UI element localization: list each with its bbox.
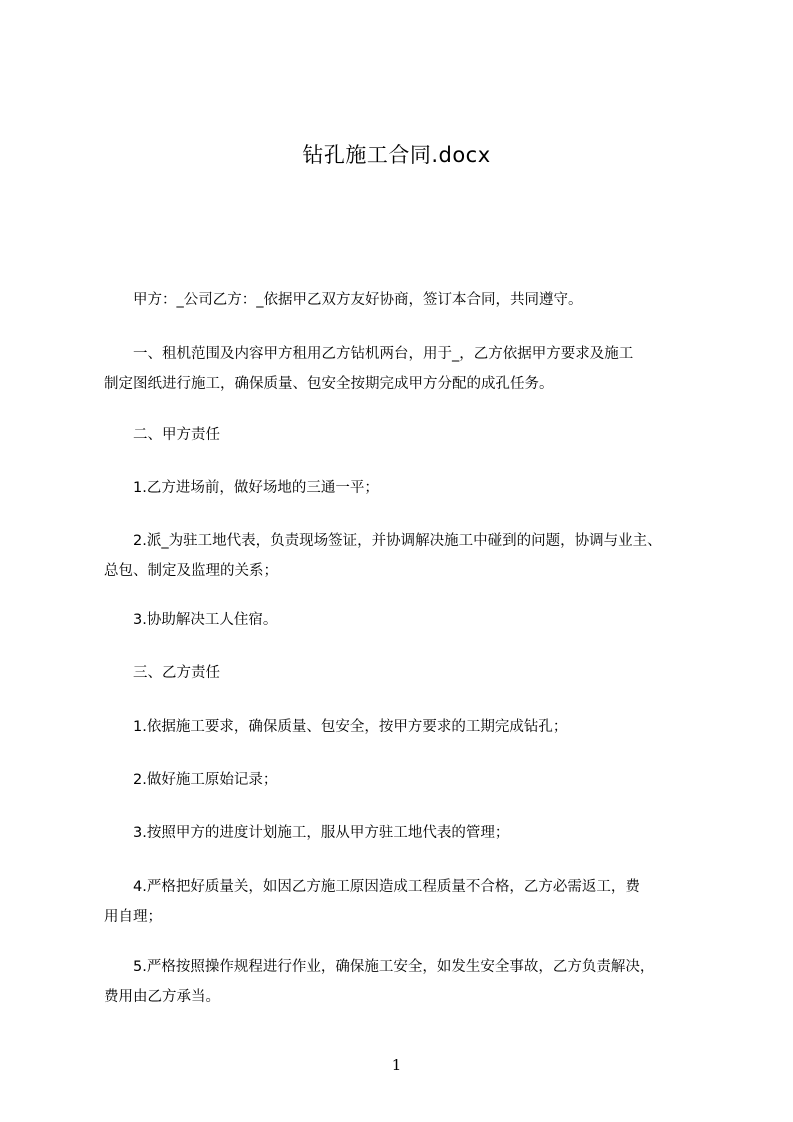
paragraph-line: 制定图纸进行施工，确保质量、包安全按期完成甲方分配的成孔任务。 — [104, 376, 554, 392]
paragraph-b-item-3 — [104, 818, 704, 848]
paragraph-line: 1.乙方进场前，做好场地的三通一平； — [104, 480, 379, 496]
paragraph-b-item-1 — [104, 712, 704, 742]
document-title: 钻孔施工合同.docx — [302, 143, 491, 167]
paragraph-b-item-2 — [104, 765, 704, 795]
paragraph-line: 一、租机范围及内容甲方租用乙方钻机两台，用于_，乙方依据甲方要求及施工 — [104, 346, 634, 362]
paragraph-line: 5.严格按照操作规程进行作业，确保施工安全，如发生安全事故，乙方负责解决， — [104, 959, 655, 975]
paragraph-line: 3.按照甲方的进度计划施工，服从甲方驻工地代表的管理； — [104, 825, 510, 841]
paragraph-line: 3.协助解决工人住宿。 — [104, 612, 278, 628]
paragraph-a-item-1 — [104, 473, 704, 503]
paragraph-b-item-5 — [104, 952, 704, 1012]
paragraph-a-item-3 — [104, 605, 704, 635]
paragraph-line: 甲方：_公司乙方：_依据甲乙双方友好协商，签订本合同，共同遵守。 — [104, 292, 583, 308]
paragraph-line: 1.依据施工要求，确保质量、包安全，按甲方要求的工期完成钻孔； — [104, 719, 568, 735]
heading-party-a-duties — [104, 420, 704, 450]
paragraph-line: 2.做好施工原始记录； — [104, 772, 278, 788]
paragraph-line: 4.严格把好质量关，如因乙方施工原因造成工程质量不合格，乙方必需返工，费 — [104, 879, 640, 895]
paragraph-line: 费用由乙方承当。 — [104, 989, 220, 1005]
paragraph-line: 二、甲方责任 — [104, 427, 220, 443]
page-number: 1 — [391, 1056, 402, 1074]
paragraph-line: 用自理； — [104, 909, 162, 925]
paragraph-b-item-4 — [104, 872, 704, 932]
heading-party-b-duties — [104, 658, 704, 688]
paragraph-line: 总包、制定及监理的关系； — [104, 563, 278, 579]
paragraph-a-item-2 — [104, 526, 704, 586]
paragraph-parties — [104, 285, 704, 315]
paragraph-line: 2.派_为驻工地代表，负责现场签证，并协调解决施工中碰到的问题，协调与业主、 — [104, 533, 662, 549]
paragraph-section-1 — [104, 339, 704, 399]
paragraph-line: 三、乙方责任 — [104, 665, 220, 681]
